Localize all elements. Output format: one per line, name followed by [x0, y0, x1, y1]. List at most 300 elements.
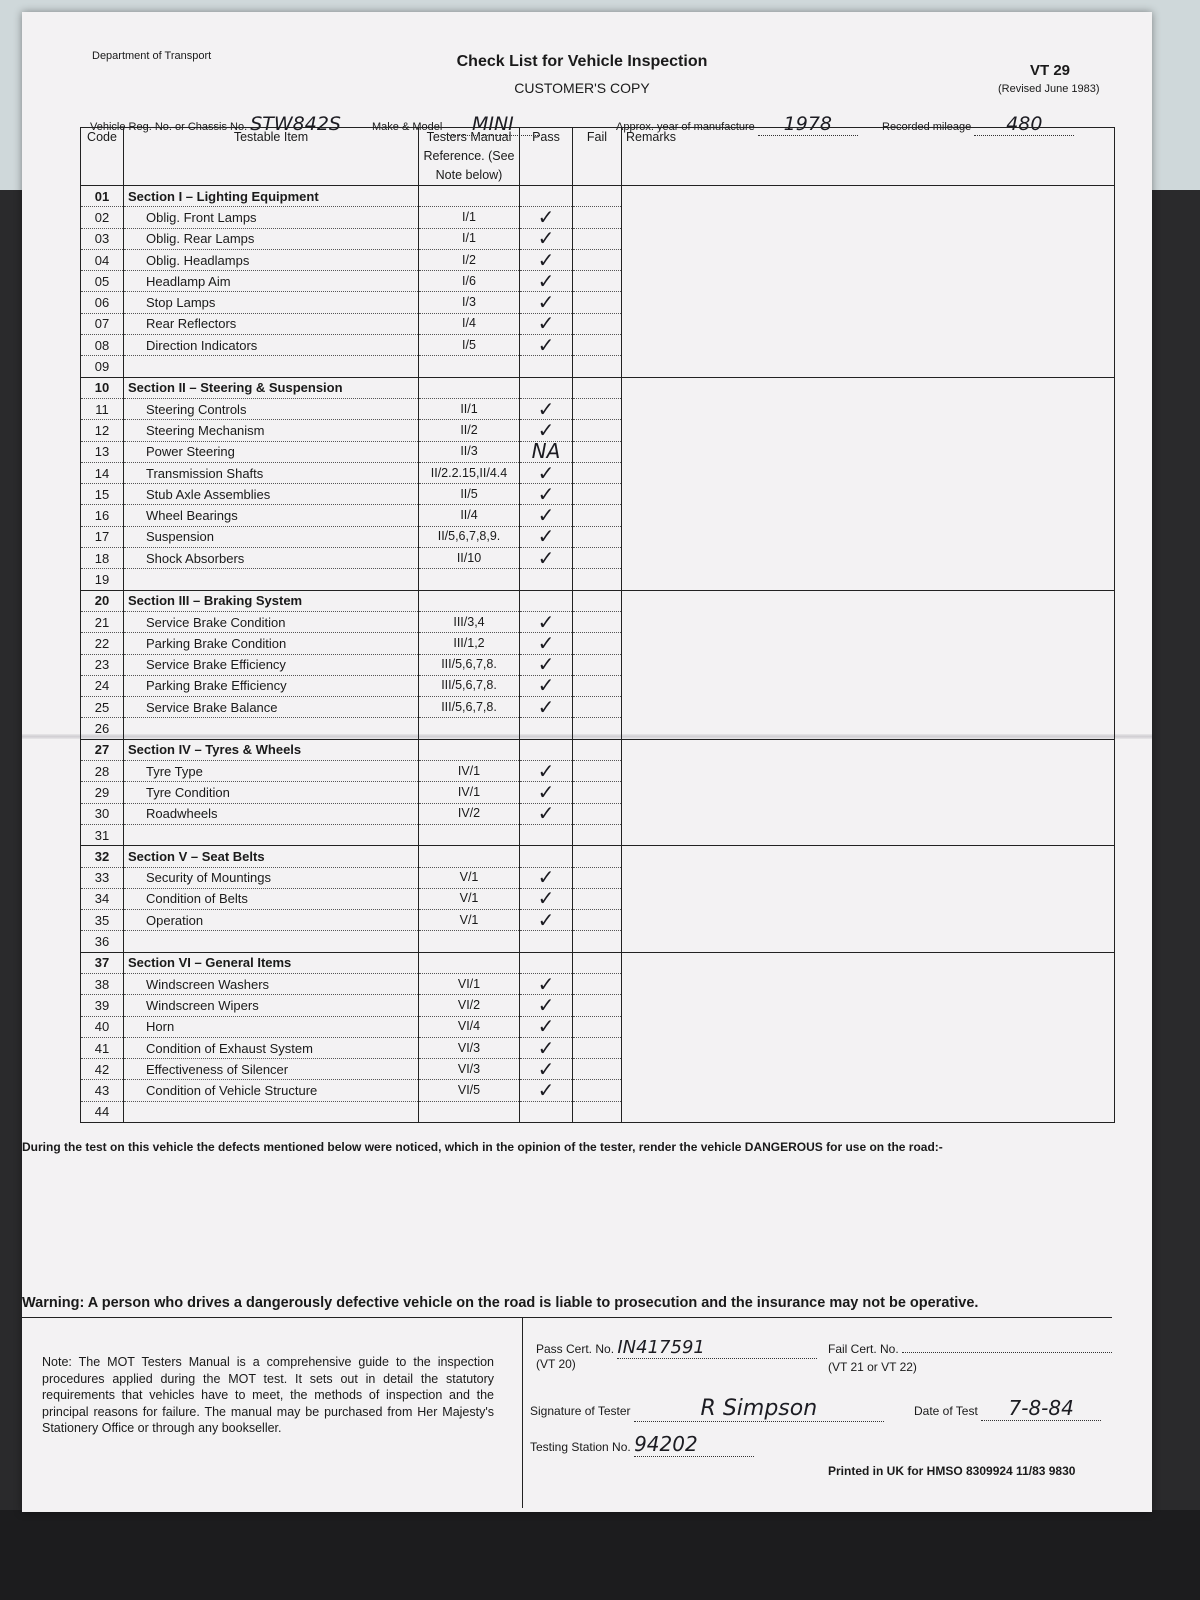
table-row [81, 888, 1115, 909]
row-fail-mark [573, 228, 622, 249]
signature-field [530, 1396, 884, 1422]
table-row [81, 335, 1115, 356]
table-row [81, 910, 1115, 931]
row-fail-mark [573, 761, 622, 782]
row-pass-mark: ✓ [520, 1059, 573, 1080]
row-pass-mark: ✓ [520, 697, 573, 718]
row-code: 37 [81, 952, 124, 973]
row-reference: VI/1 [419, 973, 520, 994]
row-fail-mark [573, 335, 622, 356]
row-pass-mark: ✓ [520, 611, 573, 632]
row-pass-mark: ✓ [520, 228, 573, 249]
row-reference: I/1 [419, 228, 520, 249]
row-pass-mark: ✓ [520, 1037, 573, 1058]
row-reference: VI/3 [419, 1059, 520, 1080]
row-fail-mark [573, 633, 622, 654]
inspection-table [80, 127, 1115, 1123]
row-code: 11 [81, 398, 124, 419]
mileage-label: Recorded mileage [882, 121, 972, 133]
row-fail-mark [573, 590, 622, 611]
row-code: 23 [81, 654, 124, 675]
row-item: Stub Axle Assemblies [124, 484, 419, 505]
row-pass-mark: ✓ [520, 888, 573, 909]
revision-date: (Revised June 1983) [998, 83, 1100, 95]
row-fail-mark [573, 782, 622, 803]
row-item [124, 1101, 419, 1122]
row-code: 33 [81, 867, 124, 888]
row-reference: I/2 [419, 249, 520, 270]
row-reference: VI/2 [419, 995, 520, 1016]
row-item: Oblig. Front Lamps [124, 207, 419, 228]
make-value: MINI [445, 113, 540, 136]
row-pass-mark: ✓ [520, 910, 573, 931]
row-item [124, 931, 419, 952]
table-row [81, 462, 1115, 483]
row-code: 44 [81, 1101, 124, 1122]
row-fail-mark [573, 462, 622, 483]
row-pass-mark [520, 931, 573, 952]
row-reference: IV/1 [419, 782, 520, 803]
row-remarks [622, 292, 1115, 313]
row-code: 43 [81, 1080, 124, 1101]
table-row [81, 761, 1115, 782]
row-code: 13 [81, 441, 124, 462]
row-code: 09 [81, 356, 124, 377]
row-pass-mark: ✓ [520, 675, 573, 696]
row-item: Security of Mountings [124, 867, 419, 888]
row-remarks [622, 952, 1115, 973]
row-code: 22 [81, 633, 124, 654]
row-item: Section VI – General Items [124, 952, 419, 973]
row-fail-mark [573, 356, 622, 377]
station-label: Testing Station No. [530, 1440, 631, 1454]
table-row [81, 1080, 1115, 1101]
row-reference: II/5 [419, 484, 520, 505]
row-fail-mark [573, 271, 622, 292]
row-pass-mark: ✓ [520, 335, 573, 356]
row-code: 10 [81, 377, 124, 398]
row-remarks [622, 1016, 1115, 1037]
table-row [81, 398, 1115, 419]
row-reference: IV/1 [419, 761, 520, 782]
table-row [81, 548, 1115, 569]
table-row [81, 995, 1115, 1016]
row-remarks [622, 611, 1115, 632]
row-reference: III/1,2 [419, 633, 520, 654]
row-pass-mark: ✓ [520, 803, 573, 824]
row-reference [419, 931, 520, 952]
row-remarks [622, 1101, 1115, 1122]
warning-notice: Warning: A person who drives a dangerously defective vehicle on the road is liable to prosecution and the insurance may not be operative. [22, 1295, 979, 1311]
row-pass-mark: ✓ [520, 761, 573, 782]
row-item: Transmission Shafts [124, 462, 419, 483]
table-row [81, 973, 1115, 994]
row-code: 39 [81, 995, 124, 1016]
row-fail-mark [573, 973, 622, 994]
row-reference: II/5,6,7,8,9. [419, 526, 520, 547]
row-item: Suspension [124, 526, 419, 547]
table-row [81, 824, 1115, 845]
row-pass-mark: ✓ [520, 1016, 573, 1037]
row-item: Power Steering [124, 441, 419, 462]
row-pass-mark: ✓ [520, 292, 573, 313]
table-row [81, 867, 1115, 888]
row-pass-mark [520, 186, 573, 207]
row-item: Parking Brake Efficiency [124, 675, 419, 696]
footer-divider [22, 1317, 1112, 1318]
row-item: Tyre Condition [124, 782, 419, 803]
row-item: Windscreen Washers [124, 973, 419, 994]
row-code: 36 [81, 931, 124, 952]
department-label: Department of Transport [92, 50, 212, 62]
row-reference: VI/5 [419, 1080, 520, 1101]
row-remarks [622, 761, 1115, 782]
row-item: Horn [124, 1016, 419, 1037]
row-pass-mark: ✓ [520, 867, 573, 888]
copy-type: CUSTOMER'S COPY [514, 80, 650, 96]
row-fail-mark [573, 1059, 622, 1080]
row-item: Service Brake Condition [124, 611, 419, 632]
row-remarks [622, 803, 1115, 824]
table-row [81, 249, 1115, 270]
row-reference [419, 846, 520, 867]
row-fail-mark [573, 697, 622, 718]
row-item: Direction Indicators [124, 335, 419, 356]
row-reference [419, 377, 520, 398]
row-remarks [622, 186, 1115, 207]
pass-cert-sub: (VT 20) [536, 1357, 576, 1371]
table-row [81, 1101, 1115, 1122]
reg-value: STW842S [250, 113, 341, 135]
row-reference: III/5,6,7,8. [419, 654, 520, 675]
row-code: 20 [81, 590, 124, 611]
row-pass-mark: ✓ [520, 462, 573, 483]
table-row [81, 228, 1115, 249]
row-reference [419, 824, 520, 845]
table-row [81, 633, 1115, 654]
row-item: Windscreen Wipers [124, 995, 419, 1016]
date-field [914, 1396, 1101, 1421]
row-item [124, 569, 419, 590]
row-fail-mark [573, 207, 622, 228]
row-remarks [622, 888, 1115, 909]
row-code: 35 [81, 910, 124, 931]
row-reference [419, 356, 520, 377]
row-item: Section V – Seat Belts [124, 846, 419, 867]
row-fail-mark [573, 1101, 622, 1122]
row-remarks [622, 420, 1115, 441]
row-pass-mark: ✓ [520, 548, 573, 569]
table-row [81, 420, 1115, 441]
row-fail-mark [573, 675, 622, 696]
row-pass-mark [520, 377, 573, 398]
signature-value: R Simpson [634, 1396, 884, 1422]
col-pass: Pass [520, 128, 573, 186]
row-pass-mark [520, 718, 573, 739]
row-fail-mark [573, 1037, 622, 1058]
row-pass-mark: ✓ [520, 973, 573, 994]
row-item: Oblig. Rear Lamps [124, 228, 419, 249]
row-remarks [622, 697, 1115, 718]
row-reference: II/2 [419, 420, 520, 441]
row-reference: III/5,6,7,8. [419, 697, 520, 718]
row-item: Steering Mechanism [124, 420, 419, 441]
row-fail-mark [573, 995, 622, 1016]
row-remarks [622, 1080, 1115, 1101]
fail-cert-sub: (VT 21 or VT 22) [828, 1360, 917, 1374]
row-code: 04 [81, 249, 124, 270]
row-reference [419, 952, 520, 973]
background-desk-bottom [0, 1510, 1200, 1600]
row-code: 12 [81, 420, 124, 441]
date-value: 7-8-84 [981, 1396, 1101, 1421]
row-fail-mark [573, 824, 622, 845]
row-reference: I/1 [419, 207, 520, 228]
row-code: 05 [81, 271, 124, 292]
row-pass-mark: ✓ [520, 313, 573, 334]
col-code: Code [81, 128, 124, 186]
row-code: 08 [81, 335, 124, 356]
table-row [81, 207, 1115, 228]
row-code: 38 [81, 973, 124, 994]
row-code: 15 [81, 484, 124, 505]
reg-label: Vehicle Reg. No. or Chassis No. [90, 121, 248, 133]
row-code: 40 [81, 1016, 124, 1037]
row-item: Steering Controls [124, 398, 419, 419]
row-reference: I/5 [419, 335, 520, 356]
row-remarks [622, 398, 1115, 419]
row-code: 03 [81, 228, 124, 249]
row-pass-mark [520, 356, 573, 377]
section-row [81, 846, 1115, 867]
row-fail-mark [573, 249, 622, 270]
row-fail-mark [573, 910, 622, 931]
row-reference: II/10 [419, 548, 520, 569]
row-fail-mark [573, 505, 622, 526]
row-item: Service Brake Balance [124, 697, 419, 718]
row-fail-mark [573, 611, 622, 632]
row-reference [419, 718, 520, 739]
row-fail-mark [573, 718, 622, 739]
table-row [81, 803, 1115, 824]
row-remarks [622, 675, 1115, 696]
pass-cert-field [536, 1337, 817, 1359]
mileage-value: 480 [974, 113, 1074, 136]
manual-note: Note: The MOT Testers Manual is a comprehensive guide to the inspection procedures applied during the MOT test. It sets out in detail the statutory requirements that vehicles have to meet, the methods of inspection and the principal reasons for failure. The manual may be purchased from Her Majesty's Stationery Office or through any bookseller. [42, 1355, 494, 1435]
row-code: 25 [81, 697, 124, 718]
danger-notice: During the test on this vehicle the defects mentioned below were noticed, which in the opinion of the tester, render the vehicle DANGEROUS for use on the road:- [22, 1140, 943, 1154]
row-fail-mark [573, 739, 622, 760]
fail-cert-blank [902, 1352, 1112, 1353]
row-pass-mark: ✓ [520, 271, 573, 292]
row-reference: III/3,4 [419, 611, 520, 632]
row-code: 41 [81, 1037, 124, 1058]
row-item: Section I – Lighting Equipment [124, 186, 419, 207]
row-fail-mark [573, 398, 622, 419]
row-reference: V/1 [419, 888, 520, 909]
row-remarks [622, 548, 1115, 569]
row-item: Roadwheels [124, 803, 419, 824]
col-item: Testable Item [124, 128, 419, 186]
row-reference: V/1 [419, 910, 520, 931]
col-ref: Testers Manual Reference. (See Note below) [419, 128, 520, 186]
table-row [81, 271, 1115, 292]
station-field [530, 1432, 754, 1457]
table-row [81, 654, 1115, 675]
row-item: Section III – Braking System [124, 590, 419, 611]
row-reference [419, 1101, 520, 1122]
row-fail-mark [573, 313, 622, 334]
row-item: Parking Brake Condition [124, 633, 419, 654]
row-fail-mark [573, 292, 622, 313]
row-pass-mark [520, 590, 573, 611]
row-pass-mark: ✓ [520, 654, 573, 675]
row-pass-mark: ✓ [520, 1080, 573, 1101]
row-item: Stop Lamps [124, 292, 419, 313]
section-row [81, 186, 1115, 207]
row-item: Effectiveness of Silencer [124, 1059, 419, 1080]
row-code: 31 [81, 824, 124, 845]
table-row [81, 675, 1115, 696]
section-row [81, 590, 1115, 611]
row-remarks [622, 484, 1115, 505]
row-pass-mark: ✓ [520, 420, 573, 441]
pass-cert-value: IN417591 [617, 1337, 817, 1359]
row-pass-mark: ✓ [520, 995, 573, 1016]
row-item: Wheel Bearings [124, 505, 419, 526]
row-pass-mark: ✓ [520, 505, 573, 526]
fail-cert-label: Fail Cert. No. [828, 1342, 899, 1356]
row-code: 32 [81, 846, 124, 867]
row-pass-mark [520, 846, 573, 867]
pass-cert-label: Pass Cert. No. [536, 1342, 615, 1356]
row-item: Rear Reflectors [124, 313, 419, 334]
row-fail-mark [573, 441, 622, 462]
row-remarks [622, 910, 1115, 931]
row-item [124, 718, 419, 739]
table-row [81, 718, 1115, 739]
row-remarks [622, 654, 1115, 675]
row-reference [419, 186, 520, 207]
row-reference: I/6 [419, 271, 520, 292]
row-reference: II/1 [419, 398, 520, 419]
row-fail-mark [573, 846, 622, 867]
row-reference: I/3 [419, 292, 520, 313]
row-remarks [622, 228, 1115, 249]
row-remarks [622, 249, 1115, 270]
row-fail-mark [573, 186, 622, 207]
row-pass-mark [520, 952, 573, 973]
row-reference [419, 569, 520, 590]
row-code: 01 [81, 186, 124, 207]
printer-imprint: Printed in UK for HMSO 8309924 11/83 9830 [828, 1464, 1076, 1478]
form-code: VT 29 [1030, 62, 1071, 79]
row-fail-mark [573, 654, 622, 675]
station-value: 94202 [634, 1432, 754, 1457]
row-remarks [622, 590, 1115, 611]
table-row [81, 1016, 1115, 1037]
row-fail-mark [573, 1080, 622, 1101]
row-pass-mark [520, 824, 573, 845]
row-remarks [622, 867, 1115, 888]
row-fail-mark [573, 952, 622, 973]
table-row [81, 1059, 1115, 1080]
row-code: 26 [81, 718, 124, 739]
row-remarks [622, 718, 1115, 739]
row-fail-mark [573, 526, 622, 547]
row-remarks [622, 1037, 1115, 1058]
table-row [81, 931, 1115, 952]
table-row [81, 1037, 1115, 1058]
row-reference: V/1 [419, 867, 520, 888]
row-fail-mark [573, 548, 622, 569]
row-fail-mark [573, 803, 622, 824]
section-row [81, 952, 1115, 973]
row-remarks [622, 335, 1115, 356]
footer-column-divider [522, 1318, 523, 1508]
row-code: 16 [81, 505, 124, 526]
row-pass-mark: ✓ [520, 633, 573, 654]
row-remarks [622, 973, 1115, 994]
row-fail-mark [573, 931, 622, 952]
row-item [124, 824, 419, 845]
year-value: 1978 [758, 113, 858, 136]
row-fail-mark [573, 569, 622, 590]
table-row [81, 505, 1115, 526]
row-item: Section IV – Tyres & Wheels [124, 739, 419, 760]
row-remarks [622, 462, 1115, 483]
row-remarks [622, 313, 1115, 334]
row-reference: II/4 [419, 505, 520, 526]
row-item: Headlamp Aim [124, 271, 419, 292]
row-pass-mark: ✓ [520, 249, 573, 270]
table-row [81, 569, 1115, 590]
row-fail-mark [573, 420, 622, 441]
table-row [81, 484, 1115, 505]
col-fail: Fail [573, 128, 622, 186]
row-code: 19 [81, 569, 124, 590]
row-remarks [622, 739, 1115, 760]
row-reference: VI/3 [419, 1037, 520, 1058]
row-code: 28 [81, 761, 124, 782]
row-pass-mark: ✓ [520, 398, 573, 419]
row-reference: VI/4 [419, 1016, 520, 1037]
row-fail-mark [573, 867, 622, 888]
table-row [81, 356, 1115, 377]
row-reference: I/4 [419, 313, 520, 334]
row-pass-mark: ✓ [520, 484, 573, 505]
row-code: 06 [81, 292, 124, 313]
row-item: Service Brake Efficiency [124, 654, 419, 675]
table-row [81, 611, 1115, 632]
row-fail-mark [573, 377, 622, 398]
table-row [81, 782, 1115, 803]
table-row [81, 313, 1115, 334]
row-item: Condition of Exhaust System [124, 1037, 419, 1058]
row-remarks [622, 846, 1115, 867]
form-title: Check List for Vehicle Inspection [456, 53, 708, 70]
row-remarks [622, 271, 1115, 292]
row-code: 27 [81, 739, 124, 760]
row-code: 42 [81, 1059, 124, 1080]
row-code: 30 [81, 803, 124, 824]
row-remarks [622, 995, 1115, 1016]
col-remarks: Remarks [622, 128, 1115, 186]
row-remarks [622, 931, 1115, 952]
row-fail-mark [573, 1016, 622, 1037]
row-reference [419, 590, 520, 611]
row-fail-mark [573, 888, 622, 909]
